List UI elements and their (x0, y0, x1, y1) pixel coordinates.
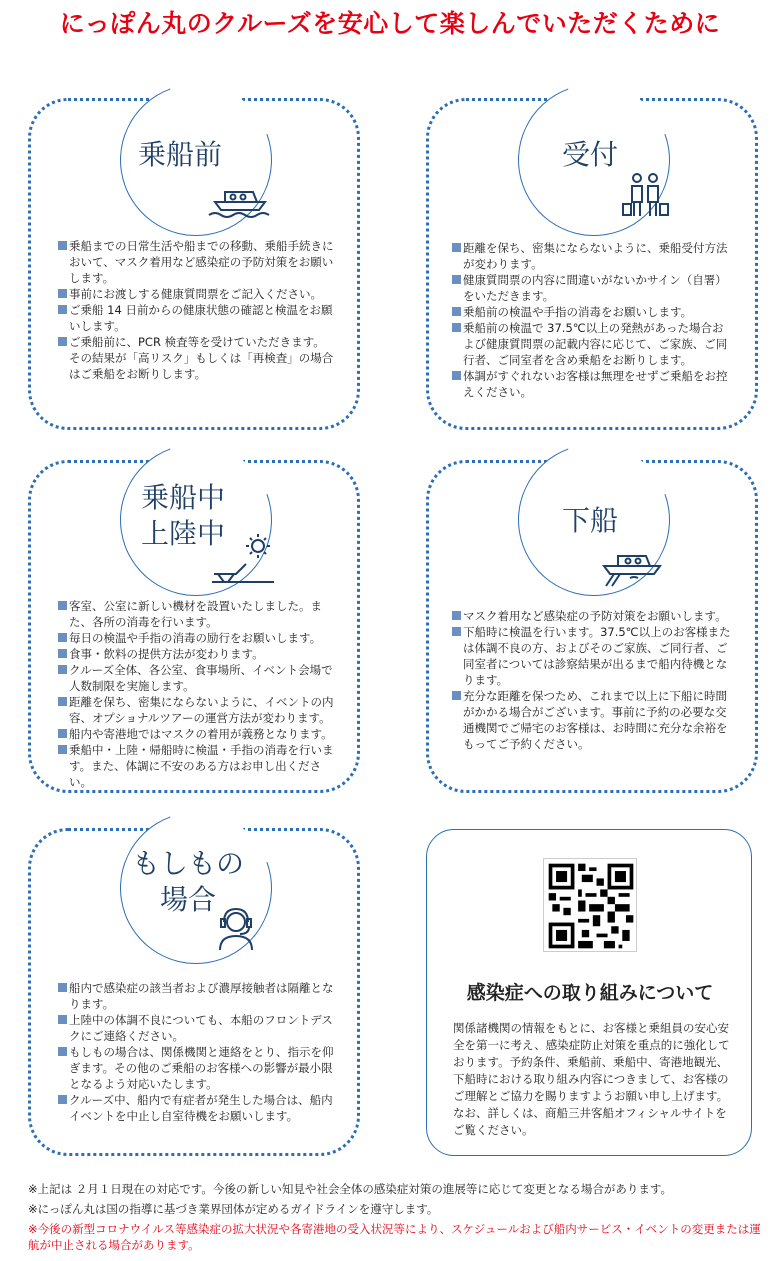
list-item: 下船時に検温を行います。37.5℃以上のお客様または体調不良の方、およびそのご家族、ご同行者、ご同室者については診察結果が出るまで船内待機となります。 (452, 624, 732, 688)
headset-operator-icon (214, 904, 258, 952)
list-item: 毎日の検温や手指の消毒の励行をお願いします。 (58, 630, 338, 646)
list-item: 健康質問票の内容に間違いがないかサイン（自署）をいただきます。 (452, 272, 732, 304)
list-item: ご乗船前に、PCR 検査等を受けていただきます。その結果が「高リスク」もしくは「再検査」の場合はご乗船をお断りします。 (58, 334, 336, 382)
list-item: 食事・飲料の提供方法が変わります。 (58, 646, 338, 662)
card-item-list (58, 238, 336, 382)
list-item: クルーズ中、船内で有症者が発生した場合は、船内イベントを中止し自室待機をお願いします。 (58, 1092, 338, 1124)
list-item: 乗船中・上陸・帰船時に検温・手指の消毒を行います。また、体調に不安のある方はお申し出ください。 (58, 742, 338, 790)
list-item: 事前にお渡しする健康質問票をご記入ください。 (58, 286, 336, 302)
deckchair-sun-icon (208, 532, 278, 586)
section-heading: 受付 (561, 138, 618, 171)
info-body: 関係諸機関の情報をもとに、お客様と乗組員の安心安全を第一に考え、感染症防止対策を重点的に強化しております。予約条件、乗船前、乗船中、寄港地観光、下船時における取り組み内容につきまして、お客様のご理解とご協力を賜りますようお願い申し上げます。なお、詳しくは、商船三井客船オフィシャルサイトをご覧ください。 (453, 1021, 730, 1137)
list-item: 充分な距離を保つため、これまで以上に下船に時間がかかる場合がございます。事前に予約の必要な交通機関でご帰宅のお客様は、お時間に充分な余裕をもってご予約ください。 (452, 688, 732, 752)
footnote: ※にっぽん丸は国の指導に基づき業界団体が定めるガイドラインを遵守します。 (28, 1202, 439, 1216)
page-title: にっぽん丸のクルーズを安心して楽しんでいただくために (59, 9, 721, 38)
section-heading-line1: もしもの (131, 847, 244, 880)
ship-icon (205, 180, 275, 220)
card-item-list (452, 608, 732, 752)
qr-code[interactable] (543, 858, 637, 952)
list-item: 乗船までの日常生活や船までの移動、乗船手続きにおいて、マスク着用など感染症の予防対策をお願いします。 (58, 238, 336, 286)
list-item: 上陸中の体調不良についても、本船のフロントデスクにご連絡ください。 (58, 1012, 338, 1044)
list-item: 距離を保ち、密集にならないように、乗船受付方法が変わります。 (452, 240, 732, 272)
travelers-icon (620, 170, 670, 220)
section-heading: 乗船前 (137, 138, 222, 171)
section-heading-line2: 上陸中 (140, 517, 225, 550)
info-heading: 感染症への取り組みについて (466, 982, 714, 1004)
list-item: 体調がすぐれないお客様は無理をせずご乗船をお控えください。 (452, 368, 732, 400)
card-item-list (452, 240, 732, 400)
footnote: ※上記は ２月１日現在の対応です。今後の新しい知見や社会全体の感染症対策の進展等に応じて変更となる場合があります。 (28, 1182, 672, 1196)
list-item: 距離を保ち、密集にならないように、イベントの内容、オプショナルツアーの運営方法が変わります。 (58, 694, 338, 726)
list-item: クルーズ全体、各公室、食事場所、イベント会場で人数制限を実施します。 (58, 662, 338, 694)
list-item: 船内で感染症の該当者および濃厚接触者は隔離となります。 (58, 980, 338, 1012)
list-item: もしもの場合は、関係機関と連絡をとり、指示を仰ぎます。その他のご乗船のお客様への影響が最小限となるよう対応いたします。 (58, 1044, 338, 1092)
section-heading-line1: 乗船中 (140, 481, 225, 514)
list-item: 乗船前の検温で 37.5℃以上の発熱があった場合および健康質問票の記載内容に応じて、ご家族、ご同行者、ご同室者を含め乗船をお断りします。 (452, 320, 732, 368)
list-item: 船内や寄港地ではマスクの着用が義務となります。 (58, 726, 338, 742)
info-card (426, 829, 752, 1156)
list-item: 客室、公室に新しい機材を設置いたしました。また、各所の消毒を行います。 (58, 598, 338, 630)
card-item-list (58, 980, 338, 1124)
section-heading-line2: 場合 (159, 883, 216, 916)
list-item: 乗船前の検温や手指の消毒をお願いします。 (452, 304, 732, 320)
footnote-warning: ※今後の新型コロナウイルス等感染症の拡大状況や各寄港地の受入状況等により、スケジュールおよび船内サービス・イベントの変更または運航が中止される場合があります。 (28, 1222, 761, 1252)
footnotes (28, 1181, 763, 1257)
card-item-list (58, 598, 338, 790)
list-item: マスク着用など感染症の予防対策をお願いします。 (452, 608, 732, 624)
section-heading: 下船 (561, 504, 618, 537)
list-item: ご乗船 14 日前からの健康状態の確認と検温をお願いします。 (58, 302, 336, 334)
ship-gangway-icon (600, 548, 666, 588)
